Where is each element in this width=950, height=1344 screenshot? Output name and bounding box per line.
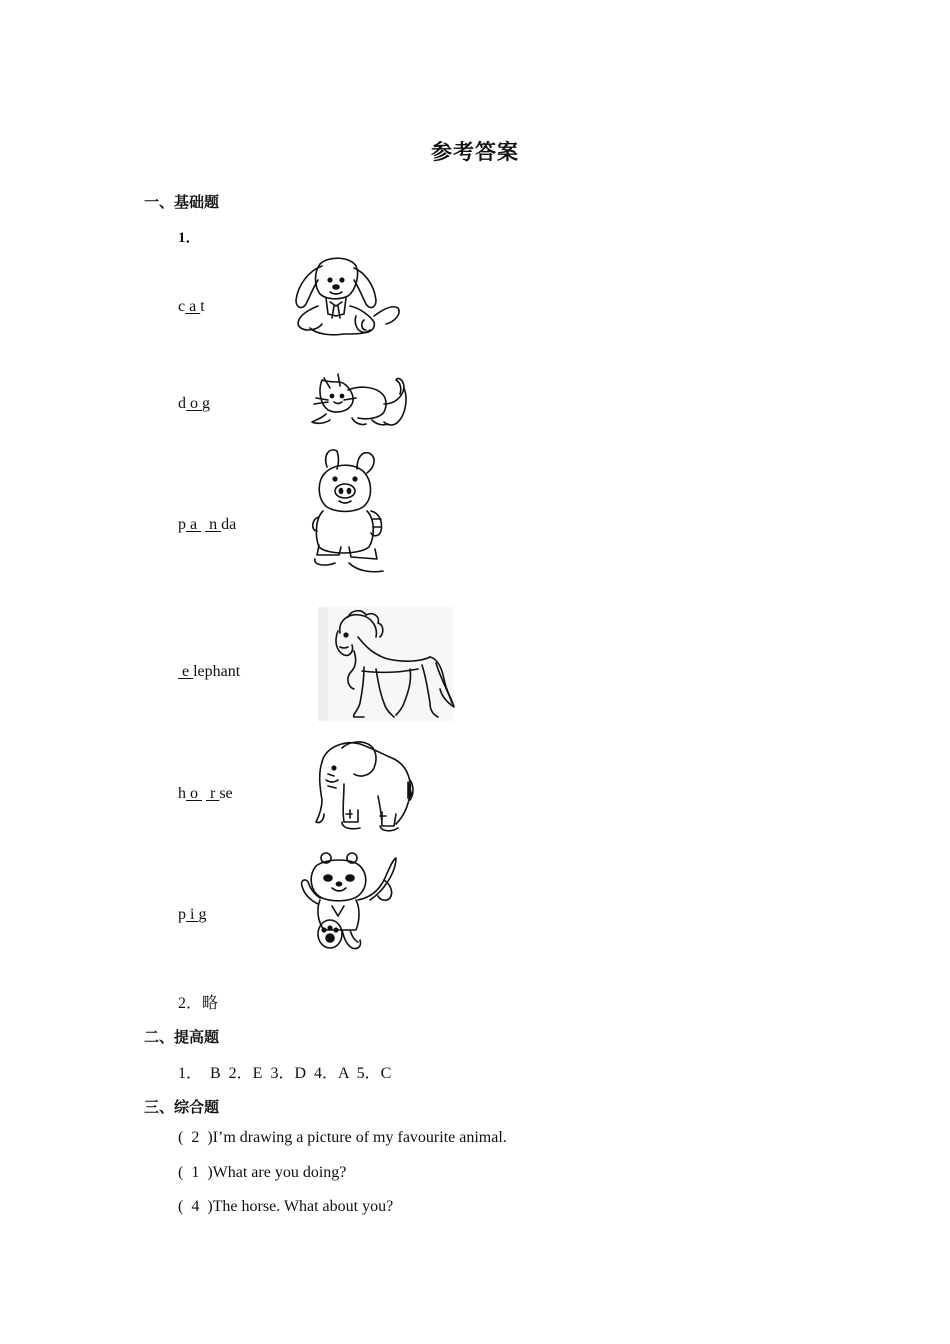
horse-drawing [318,607,456,722]
answer-blank: r [206,785,220,802]
order-number: 4 [191,1198,200,1215]
dialogue-text: What are you doing? [212,1164,347,1181]
question-1-label: 1． [178,230,201,246]
word-horse: h o r se [178,785,233,802]
dialogue-line: ( 1 )What are you doing? [178,1164,347,1181]
choice-answers: 1． B 2．E 3．D 4．A 5．C [178,1065,392,1082]
answer-blank: a [186,516,202,533]
word-pig: p i g [178,906,207,923]
answer-blank: i [186,906,199,923]
answer-blank: o [186,785,202,802]
dog-drawing [290,254,405,338]
elephant-drawing [312,740,416,834]
answer-blank: o [186,395,202,412]
answer-blank: a [185,298,201,315]
word-cat: c a t [178,298,205,315]
pig-drawing [305,447,391,577]
section-heading-advanced: 二、提高题 [144,1028,220,1046]
dialogue-text: The horse. What about you? [212,1198,394,1215]
order-number: 1 [191,1164,200,1181]
dialogue-text: I’m drawing a picture of my favourite animal. [212,1129,507,1146]
order-number: 2 [191,1129,200,1146]
dialogue-line: ( 2 )I’m drawing a picture of my favourite animal. [178,1129,507,1146]
word-elephant: e lephant [178,663,241,680]
cat-drawing [308,370,412,430]
answer-blank: e [178,663,194,680]
dialogue-line: ( 4 )The horse. What about you? [178,1198,394,1215]
section-heading-basic: 一、基础题 [144,193,220,211]
answer-blank: n [205,516,222,533]
panda-drawing [296,850,400,952]
question-2-answer: 2．略 [178,995,219,1012]
page-title: 参考答案 [431,139,519,164]
section-heading-comprehensive: 三、综合题 [144,1098,220,1116]
word-dog: d o g [178,395,210,412]
word-panda: p a n da [178,516,237,533]
